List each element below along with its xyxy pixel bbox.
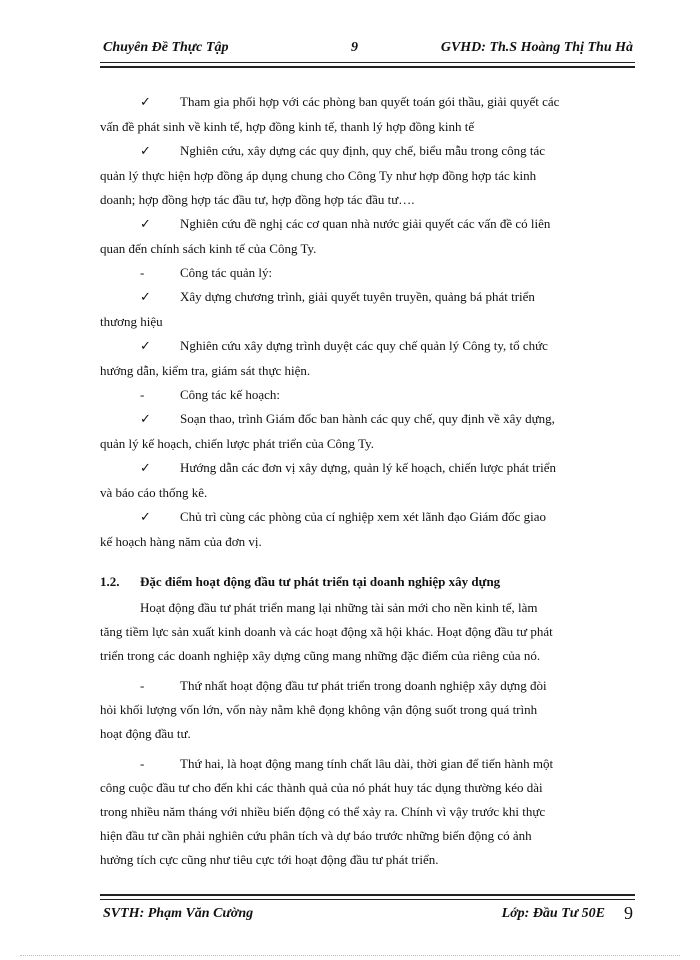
text-line: và báo cáo thống kê. [100,485,208,500]
footer-rule-thick [100,894,635,896]
page-edge-divider [20,955,680,956]
text-line: quản lý kế hoạch, chiến lược phát triển của Công Ty. [100,436,375,451]
footer-student-name: SVTH: Phạm Văn Cường [103,906,254,921]
text-line: doanh; hợp đồng hợp tác đầu tư, hợp đồng hợp tác đầu tư…. [100,192,415,207]
footer-rule-thin [100,899,635,900]
header-document-title: Chuyên Đề Thực Tập [103,40,229,55]
text-line: tăng tiềm lực sản xuất kinh doanh và các hoạt động xã hội khác. Hoạt động đầu tư phát [100,624,553,639]
header-page-number: 9 [351,40,358,55]
text-line: công cuộc đầu tư cho đến khi các thành quả của nó phát huy tác dụng thường kéo dài [100,780,543,795]
text-line: quản lý thực hiện hợp đồng áp dụng chung cho Công Ty như hợp đồng hợp tác kinh [100,168,537,183]
section-heading [100,570,635,594]
page-content [100,90,635,872]
text-line: - Thứ nhất hoạt động đầu tư phát triển trong doanh nghiệp xây dựng đòi [100,674,635,698]
page-footer [103,903,633,925]
page-header [103,40,633,60]
checkmark-icon: ✓ [140,339,151,354]
dash-bullet: - [140,387,145,402]
text-line: hiện đầu tư cần phải nghiên cứu phân tích và dự báo trước những biến động có ảnh [100,828,532,843]
checkmark-icon: ✓ [140,510,151,525]
text-line: ✓ Chủ trì cùng các phòng của cí nghiệp xem xét lãnh đạo Giám đốc giao [100,505,635,530]
text-line: hướng dẫn, kiểm tra, giám sát thực hiện. [100,363,311,378]
text-line: - Công tác quản lý: [100,261,635,285]
checkmark-icon: ✓ [140,217,151,232]
text-line: trong nhiều năm tháng với nhiều biến động có thể xảy ra. Chính vì vậy trước khi thực [100,804,546,819]
text-line: ✓ Xây dựng chương trình, giải quyết tuyên truyền, quảng bá phát triển [100,285,635,310]
text-line: ✓ Tham gia phối hợp với các phòng ban quyết toán gói thầu, giải quyết các [100,90,635,115]
text-line: quan đến chính sách kinh tế của Công Ty. [100,241,317,256]
section-title: Đặc điểm hoạt động đầu tư phát triển tại doanh nghiệp xây dựng [140,574,501,589]
text-line: hoạt động đầu tư. [100,726,191,741]
checkmark-icon: ✓ [140,144,151,159]
text-line: Hoạt động đầu tư phát triển mang lại những tài sản mới cho nền kinh tế, làm [140,600,538,615]
header-supervisor: GVHD: Th.S Hoàng Thị Thu Hà [440,40,633,55]
text-line: hưởng tích cực cũng như tiêu cực tới hoạt động đầu tư phát triển. [100,852,439,867]
checkmark-icon: ✓ [140,412,151,427]
text-line: - Công tác kế hoạch: [100,383,635,407]
checkmark-icon: ✓ [140,290,151,305]
text-line: kế hoạch hàng năm của đơn vị. [100,534,262,549]
footer-class: Lớp: Đầu Tư 50E [501,906,605,921]
text-line: triển trong các doanh nghiệp xây dựng cũng mang những đặc điểm của riêng của nó. [100,648,541,663]
section-number: 1.2. [100,574,120,589]
text-line: ✓ Nghiên cứu đề nghị các cơ quan nhà nước giải quyết các vấn đề có liên [100,212,635,237]
text-line: vấn đề phát sinh về kinh tế, hợp đồng kinh tế, thanh lý hợp đồng kinh tế [100,119,475,134]
text-line: ✓ Nghiên cứu, xây dựng các quy định, quy chế, biểu mẫu trong công tác [100,139,635,164]
checkmark-icon: ✓ [140,95,151,110]
text-line: - Thứ hai, là hoạt động mang tính chất lâu dài, thời gian để tiến hành một [100,752,635,776]
footer-page-number: 9 [624,903,633,923]
checkmark-icon: ✓ [140,461,151,476]
dash-bullet: - [140,678,145,693]
text-line: hỏi khối lượng vốn lớn, vốn này nằm khê đọng không vận động suốt trong quá trình [100,702,538,717]
text-line: ✓ Nghiên cứu xây dựng trình duyệt các quy chế quản lý Công ty, tổ chức [100,334,635,359]
dash-bullet: - [140,265,145,280]
text-line: ✓ Hướng dẫn các đơn vị xây dựng, quản lý kế hoạch, chiến lược phát triển [100,456,635,481]
text-line: ✓ Soạn thao, trình Giám đốc ban hành các quy chế, quy định về xây dựng, [100,407,635,432]
header-rule-thick [100,66,635,68]
dash-bullet: - [140,756,145,771]
text-line: thương hiệu [100,314,163,329]
header-rule-thin [100,62,635,63]
